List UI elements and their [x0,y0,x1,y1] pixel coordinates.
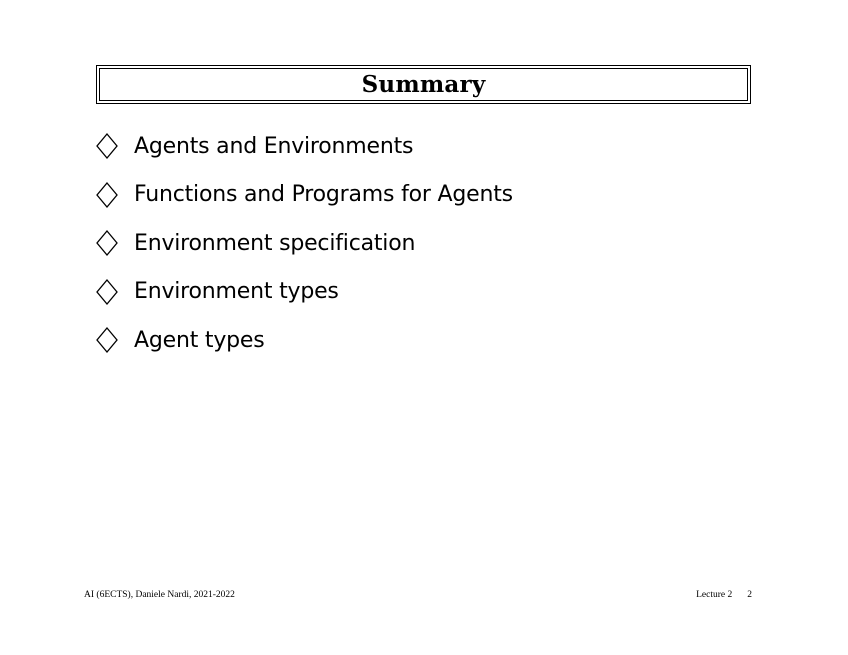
footer-course-info: AI (6ECTS), Daniele Nardi, 2021-2022 [84,590,235,600]
list-item [96,219,513,268]
list-item-label: Environment specification [134,230,416,256]
list-item [96,171,513,220]
list-item [96,316,513,365]
summary-list [96,122,513,365]
diamond-bullet-icon [96,133,118,159]
list-item-label: Agents and Environments [134,133,414,159]
footer-page-number: 2 [747,590,752,600]
footer-lecture-info [696,590,752,600]
list-item [96,268,513,317]
list-item-label: Environment types [134,279,339,305]
footer-lecture: Lecture 2 [696,590,733,600]
title-frame [96,65,751,104]
title-frame-inner [99,68,748,101]
diamond-bullet-icon [96,279,118,305]
slide-title: Summary [361,71,486,98]
diamond-bullet-icon [96,182,118,208]
diamond-bullet-icon [96,327,118,353]
list-item-label: Functions and Programs for Agents [134,182,513,208]
list-item-label: Agent types [134,327,265,353]
diamond-bullet-icon [96,230,118,256]
list-item [96,122,513,171]
